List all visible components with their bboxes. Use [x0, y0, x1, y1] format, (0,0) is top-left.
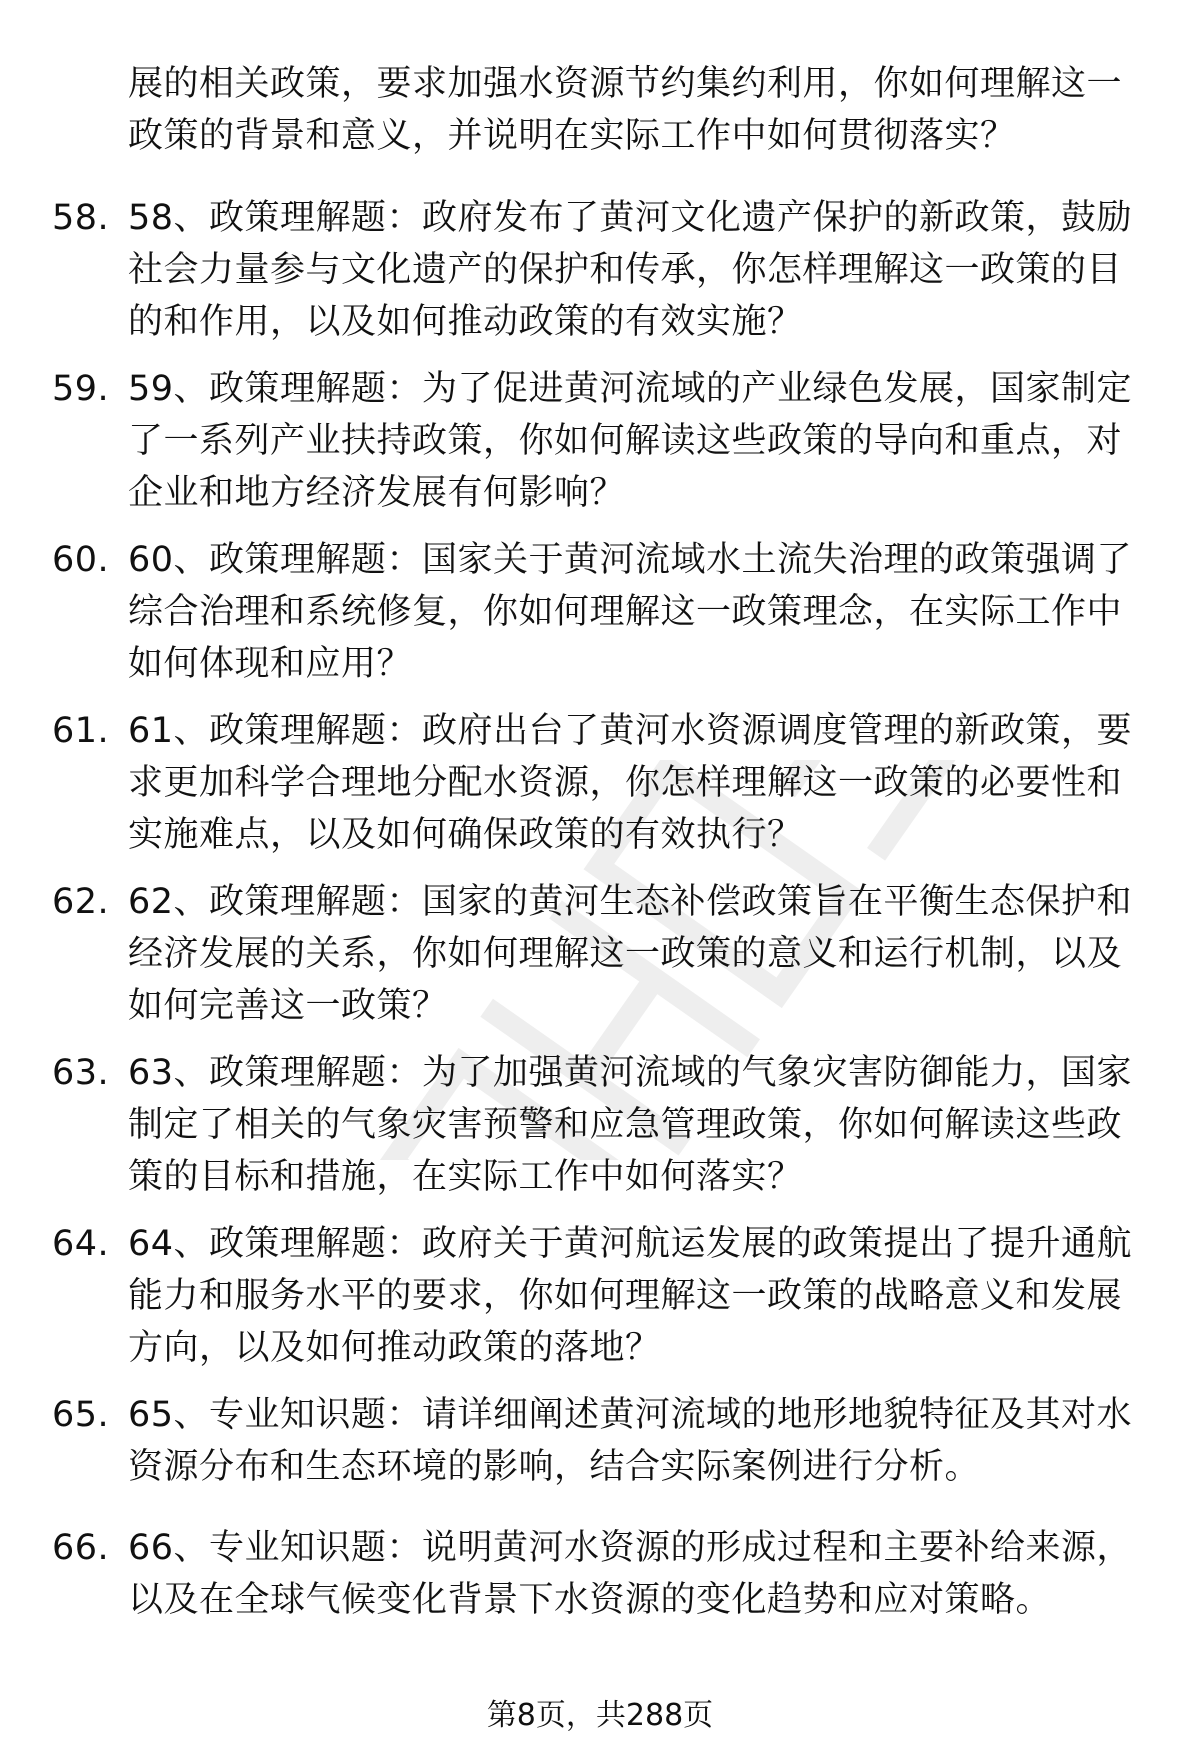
question-text: 59、政策理解题：为了促进黄河流域的产业绿色发展，国家制定了一系列产业扶持政策，你如何解读这些政策的导向和重点，对企业和地方经济发展有何影响？ — [128, 369, 1133, 513]
page-footer: 第8页，共288页 — [486, 1698, 714, 1733]
list-item — [0, 192, 1200, 363]
list-item — [0, 1218, 1200, 1389]
question-text: 61、政策理解题：政府出台了黄河水资源调度管理的新政策，要求更加科学合理地分配水资源，你怎样理解这一政策的必要性和实施难点，以及如何确保政策的有效执行？ — [128, 711, 1133, 855]
question-number: 64. — [52, 1224, 110, 1264]
question-list — [0, 192, 1200, 1632]
list-item — [0, 534, 1200, 705]
list-item — [0, 1047, 1200, 1218]
question-text: 65、专业知识题：请详细阐述黄河流域的地形地貌特征及其对水资源分布和生态环境的影响，结合实际案例进行分析。 — [128, 1395, 1133, 1487]
question-number: 61. — [52, 711, 110, 751]
list-item — [0, 876, 1200, 1047]
continuation-text: 展的相关政策，要求加强水资源节约集约利用，你如何理解这一政策的背景和意义，并说明在实际工作中如何贯彻落实？ — [128, 64, 1123, 156]
question-number: 62. — [52, 882, 110, 922]
question-text: 60、政策理解题：国家关于黄河流域水土流失治理的政策强调了综合治理和系统修复，你如何理解这一政策理念，在实际工作中如何体现和应用？ — [128, 540, 1133, 684]
list-item — [0, 1389, 1200, 1522]
list-item — [0, 705, 1200, 876]
question-text: 66、专业知识题：说明黄河水资源的形成过程和主要补给来源，以及在全球气候变化背景下水资源的变化趋势和应对策略。 — [128, 1528, 1133, 1620]
list-item — [0, 363, 1200, 534]
question-text: 58、政策理解题：政府发布了黄河文化遗产保护的新政策，鼓励社会力量参与文化遗产的保护和传承，你怎样理解这一政策的目的和作用，以及如何推动政策的有效实施？ — [128, 198, 1133, 342]
question-text: 64、政策理解题：政府关于黄河航运发展的政策提出了提升通航能力和服务水平的要求，你如何理解这一政策的战略意义和发展方向，以及如何推动政策的落地？ — [128, 1224, 1133, 1368]
question-number: 66. — [52, 1528, 110, 1568]
question-text: 63、政策理解题：为了加强黄河流域的气象灾害防御能力，国家制定了相关的气象灾害预警和应急管理政策，你如何解读这些政策的目标和措施，在实际工作中如何落实？ — [128, 1053, 1133, 1197]
question-number: 63. — [52, 1053, 110, 1093]
question-number: 59. — [52, 369, 110, 409]
question-number: 58. — [52, 198, 110, 238]
list-item — [0, 1522, 1200, 1632]
question-text: 62、政策理解题：国家的黄河生态补偿政策旨在平衡生态保护和经济发展的关系，你如何理解这一政策的意义和运行机制，以及如何完善这一政策？ — [128, 882, 1133, 1026]
question-number: 65. — [52, 1395, 110, 1435]
question-number: 60. — [52, 540, 110, 580]
